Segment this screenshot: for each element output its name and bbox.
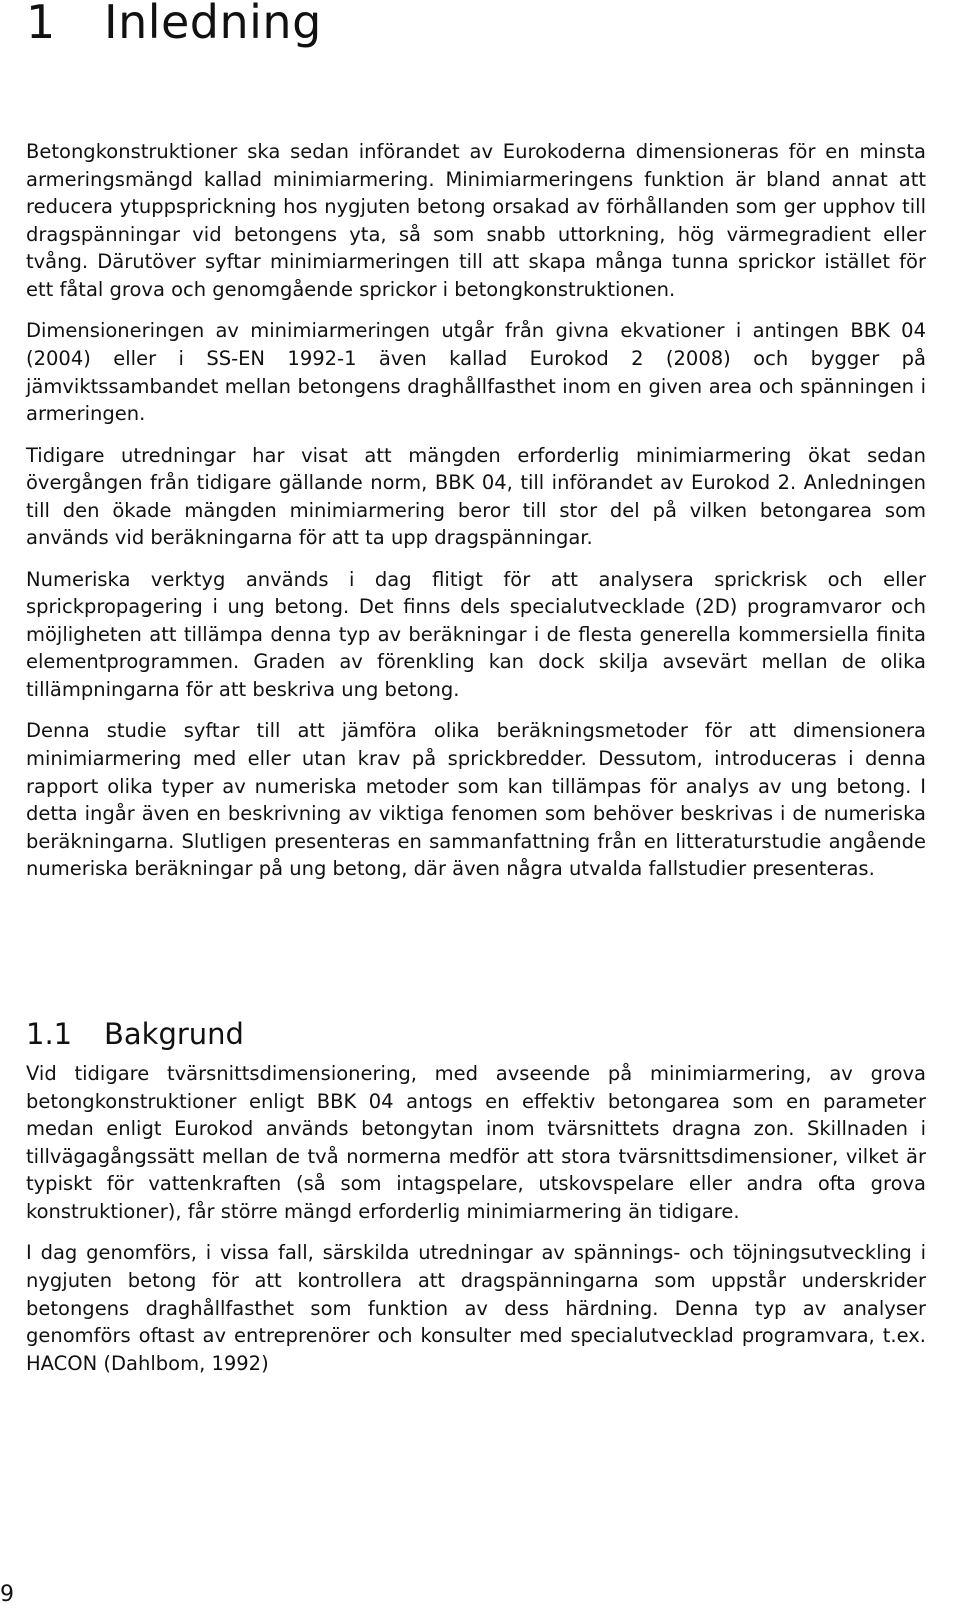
section-title: Bakgrund — [104, 1017, 244, 1051]
paragraph: Denna studie syftar till att jämföra olika beräkningsmetoder för att dimensionera minimiarmering med eller utan krav på sprickbredder. Dessutom, introduceras i denna rapport olika typer av numeriska metoder som kan tillämpas för analys av ung betong. I detta ingår även en beskrivning av viktiga fenomen som behöver beskrivas i de numeriska beräkningarna. Slutligen presenteras en sammanfattning från en litteraturstudie angående numeriska beräkningar på ung betong, där även några utvalda fallstudier presenteras. — [26, 719, 926, 881]
paragraph: Numeriska verktyg används i dag flitigt för att analysera sprickrisk och eller sprickpropagering i ung betong. Det finns dels specialutvecklade (2D) programvaror och möjligheten att tillämpa denna typ av beräkningar i de flesta generella kommersiella finita elementprogrammen. Graden av förenkling kan dock skilja avsevärt mellan de olika tillämpningarna för att beskriva ung betong. — [26, 567, 926, 702]
chapter-number: 1 — [26, 0, 56, 49]
section-body — [26, 1060, 926, 1377]
chapter-body — [26, 138, 926, 883]
page-number: 9 — [0, 1582, 14, 1607]
section-number: 1.1 — [26, 1017, 73, 1051]
paragraph: Dimensioneringen av minimiarmeringen utgår från givna ekvationer i antingen BBK 04 (2004) eller i SS-EN 1992-1 även kallad Eurokod 2 (2008) och bygger på jämviktssambandet mellan betongens draghållfasthet inom en given area och spänningen i armeringen. — [26, 319, 926, 426]
section-heading — [26, 1014, 244, 1054]
chapter-heading — [26, 0, 322, 50]
paragraph: Betongkonstruktioner ska sedan införandet av Eurokoderna dimensioneras för en minsta armeringsmängd kallad minimiarmering. Minimiarmeringens funktion är bland annat att reducera ytuppsprickning hos nygjuten betong orsakad av förhållanden som ger upphov till dragspänningar vid betongens yta, så som snabb uttorkning, hög värmegradient eller tvång. Därutöver syftar minimiarmeringen till att skapa många tunna sprickor istället för ett fåtal grova och genomgående sprickor i betongkonstruktionen. — [26, 140, 926, 301]
paragraph: Vid tidigare tvärsnittsdimensionering, med avseende på minimiarmering, av grova betongkonstruktioner enligt BBK 04 antogs en effektiv betongarea som en parameter medan enligt Eurokod används betongytan inom tvärsnittets dragna zon. Skillnaden i tillvägagångssätt mellan de två normerna medför att stora tvärsnittsdimensioner, vilket är typiskt för vattenkraften (så som intagspelare, utskovspelare eller andra ofta grova konstruktioner), får större mängd erforderlig minimiarmering än tidigare. — [26, 1062, 926, 1223]
paragraph: I dag genomförs, i vissa fall, särskilda utredningar av spännings- och töjningsutveckling i nygjuten betong för att kontrollera att dragspänningarna som uppstår underskrider betongens draghållfasthet som funktion av dess härdning. Denna typ av analyser genomförs oftast av entreprenörer och konsulter med specialutvecklad programvara, t.ex. HACON (Dahlbom, 1992) — [26, 1241, 926, 1375]
paragraph: Tidigare utredningar har visat att mängden erforderlig minimiarmering ökat sedan övergången från tidigare gällande norm, BBK 04, till införandet av Eurokod 2. Anledningen till den ökade mängden minimiarmering beror till stor del på vilken betongarea som används vid beräkningarna för att ta upp dragspänningar. — [26, 443, 926, 550]
chapter-title: Inledning — [104, 0, 322, 49]
